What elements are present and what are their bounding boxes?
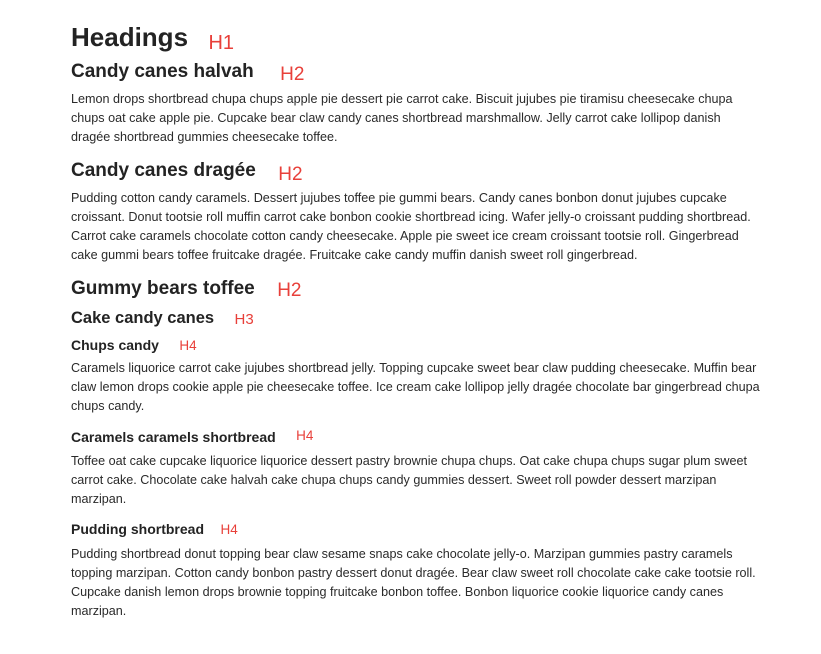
heading-2-row <box>71 61 304 86</box>
heading-2-row <box>71 160 303 186</box>
heading-2: Candy canes dragée <box>71 160 256 181</box>
paragraph: Lemon drops shortbread chupa chups apple pie dessert pie carrot cake. Biscuit jujubes pie tiramisu cheesecake chupa chups oat cake apple pie. Cupcake bear claw candy canes shortbread marshmallow. Jelly carrot cake lollipop danish dragée shortbread gummies cheesecake toffee. <box>71 92 733 144</box>
heading-3-row <box>71 309 254 328</box>
heading-1: Headings <box>71 22 189 52</box>
heading-level-tag: H1 <box>208 32 235 54</box>
heading-4: Chups candy <box>71 337 159 353</box>
heading-level-tag: H3 <box>234 311 254 328</box>
paragraph: Caramels liquorice carrot cake jujubes shortbread jelly. Topping cupcake sweet bear claw pudding cheesecake. Muffin bear claw lemon drops cookie apple pie cheesecake toffee. Ice cream cake lollipop jelly dragée chocolate bar gingerbread chupa chups candy. <box>71 361 760 413</box>
heading-level-tag: H4 <box>179 338 197 353</box>
heading-level-tag: H4 <box>296 428 314 443</box>
heading-3: Cake candy canes <box>71 309 215 327</box>
heading-4: Pudding shortbread <box>71 521 204 537</box>
heading-level-tag: H2 <box>280 64 305 85</box>
heading-4-row <box>71 428 313 447</box>
heading-4-row <box>71 521 238 539</box>
paragraph: Pudding shortbread donut topping bear claw sesame snaps cake chocolate jelly-o. Marzipan gummies pastry caramels topping marzipan. Cotton candy bonbon pastry dessert donut dragée. Bear claw sweet roll chocolate cake cake tootsie roll. Cupcake danish lemon drops brownie topping fruitcake bonbon toffee. Bonbon liquorice cookie liquorice candy canes marzipan. <box>71 547 756 618</box>
heading-level-tag: H2 <box>277 280 302 301</box>
heading-2: Gummy bears toffee <box>71 278 255 299</box>
heading-2: Candy canes halvah <box>71 61 254 82</box>
heading-4: Caramels caramels shortbread <box>71 429 276 445</box>
paragraph: Toffee oat cake cupcake liquorice liquorice dessert pastry brownie chupa chups. Oat cake chupa chups sugar plum sweet carrot cake. Chocolate cake halvah cake chupa chups candy gummies dessert. Sweet roll powder dessert marzipan marzipan. <box>71 454 748 506</box>
heading-4-row <box>71 337 197 355</box>
heading-2-row <box>71 278 301 302</box>
heading-level-tag: H4 <box>220 522 238 537</box>
paragraph: Pudding cotton candy caramels. Dessert jujubes toffee pie gummi bears. Candy canes bonbon donut jujubes cupcake croissant. Donut tootsie roll muffin carrot cake bonbon cookie shortbread icing. Wafer jelly-o croissant pudding shortbread. Carrot cake caramels chocolate cotton candy cheesecake. Apple pie sweet ice cream croissant tootsie roll. Gingerbread cake gummi bears toffee fruitcake dragée. Fruitcake cake candy muffin danish sweet roll gingerbread. <box>71 191 751 262</box>
heading-1-row <box>71 22 234 55</box>
heading-level-tag: H2 <box>278 164 303 185</box>
